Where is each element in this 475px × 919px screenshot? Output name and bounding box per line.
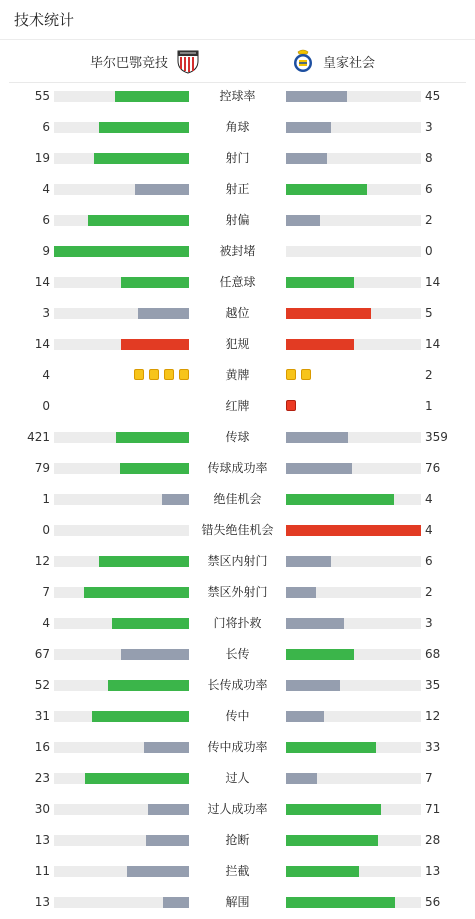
home-stat-value: 30	[34, 802, 50, 816]
stat-row	[0, 174, 475, 205]
stat-label: 控球率	[219, 89, 256, 103]
away-bar-fill	[286, 339, 354, 350]
stat-row	[0, 205, 475, 236]
stat-row	[0, 484, 475, 515]
away-bar-track	[286, 91, 421, 102]
stat-label: 传球	[225, 430, 250, 444]
real-sociedad-crest-icon	[291, 48, 315, 74]
away-bar-fill	[286, 680, 340, 691]
stat-label: 射偏	[225, 213, 250, 227]
away-stat-value: 4	[425, 492, 433, 506]
home-bar-fill	[112, 618, 189, 629]
away-stat-value: 14	[425, 275, 441, 289]
away-stat-value: 45	[425, 89, 441, 103]
stat-row	[0, 670, 475, 701]
away-cards	[286, 369, 314, 382]
stat-row	[0, 298, 475, 329]
home-stat-value: 16	[34, 740, 50, 754]
stat-label: 黄牌	[225, 368, 250, 382]
away-stat-value: 4	[425, 523, 433, 537]
yellow-card-icon	[179, 369, 189, 380]
home-stat-value: 6	[42, 213, 50, 227]
home-bar-fill	[108, 680, 189, 691]
away-stat-value: 6	[425, 182, 433, 196]
home-bar-track	[54, 587, 189, 598]
away-stat-value: 76	[425, 461, 441, 475]
home-stat-value: 11	[34, 864, 50, 878]
home-cards	[132, 369, 190, 382]
away-bar-fill	[286, 184, 367, 195]
home-bar-track	[54, 773, 189, 784]
away-bar-track	[286, 897, 421, 908]
stat-row	[0, 763, 475, 794]
away-cards	[286, 400, 299, 413]
away-team[interactable]	[291, 40, 375, 82]
home-stat-value: 55	[34, 89, 50, 103]
away-stat-value: 13	[425, 864, 441, 878]
home-bar-track	[54, 463, 189, 474]
away-bar-track	[286, 680, 421, 691]
stat-row	[0, 360, 475, 391]
away-bar-fill	[286, 432, 348, 443]
stat-row	[0, 732, 475, 763]
home-bar-track	[54, 618, 189, 629]
home-stat-value: 23	[34, 771, 50, 785]
home-bar-track	[54, 308, 189, 319]
home-bar-track	[54, 215, 189, 226]
home-bar-fill	[84, 587, 189, 598]
home-stat-value: 4	[42, 616, 50, 630]
stat-row	[0, 81, 475, 112]
away-bar-track	[286, 308, 421, 319]
stat-row	[0, 143, 475, 174]
away-bar-track	[286, 587, 421, 598]
home-stat-value: 4	[42, 368, 50, 382]
stat-label: 错失绝佳机会	[201, 523, 274, 537]
home-stat-value: 0	[42, 399, 50, 413]
stat-label: 红牌	[225, 399, 250, 413]
yellow-card-icon	[286, 369, 296, 380]
home-bar-track	[54, 897, 189, 908]
away-bar-track	[286, 184, 421, 195]
stat-row	[0, 422, 475, 453]
home-bar-fill	[162, 494, 189, 505]
stat-label: 抢断	[225, 833, 250, 847]
home-bar-fill	[116, 432, 189, 443]
stat-row	[0, 112, 475, 143]
home-bar-fill	[144, 742, 189, 753]
stat-label: 越位	[225, 306, 250, 320]
home-stat-value: 31	[34, 709, 50, 723]
home-stat-value: 6	[42, 120, 50, 134]
away-stat-value: 68	[425, 647, 441, 661]
away-bar-track	[286, 525, 421, 536]
home-bar-track	[54, 742, 189, 753]
stat-label: 传中	[225, 709, 250, 723]
away-bar-fill	[286, 711, 324, 722]
away-stat-value: 1	[425, 399, 433, 413]
stat-label: 传球成功率	[207, 461, 268, 475]
away-bar-fill	[286, 308, 371, 319]
home-bar-fill	[99, 556, 189, 567]
away-bar-track	[286, 804, 421, 815]
stat-row	[0, 515, 475, 546]
away-bar-fill	[286, 215, 320, 226]
away-bar-track	[286, 649, 421, 660]
home-bar-track	[54, 277, 189, 288]
away-bar-fill	[286, 277, 354, 288]
home-bar-fill	[148, 804, 189, 815]
yellow-card-icon	[134, 369, 144, 380]
home-bar-track	[54, 556, 189, 567]
red-card-icon	[286, 400, 296, 411]
away-stat-value: 12	[425, 709, 441, 723]
away-bar-fill	[286, 91, 347, 102]
away-bar-fill	[286, 649, 354, 660]
home-bar-fill	[163, 897, 189, 908]
home-bar-track	[54, 246, 189, 257]
home-bar-track	[54, 184, 189, 195]
home-bar-fill	[85, 773, 189, 784]
stat-label: 传中成功率	[207, 740, 268, 754]
away-stat-value: 35	[425, 678, 441, 692]
yellow-card-icon	[149, 369, 159, 380]
away-bar-fill	[286, 618, 344, 629]
stat-row	[0, 825, 475, 856]
stat-row	[0, 639, 475, 670]
away-bar-track	[286, 835, 421, 846]
home-stat-value: 0	[42, 523, 50, 537]
stat-label: 角球	[225, 120, 250, 134]
stat-row	[0, 887, 475, 918]
away-bar-fill	[286, 122, 331, 133]
away-stat-value: 8	[425, 151, 433, 165]
stat-row	[0, 794, 475, 825]
home-bar-track	[54, 711, 189, 722]
home-stat-value: 3	[42, 306, 50, 320]
away-stat-value: 56	[425, 895, 441, 909]
home-stat-value: 19	[34, 151, 50, 165]
stat-row	[0, 577, 475, 608]
away-stat-value: 14	[425, 337, 441, 351]
stat-label: 长传成功率	[207, 678, 268, 692]
home-bar-track	[54, 835, 189, 846]
stat-label: 拦截	[225, 864, 250, 878]
home-bar-track	[54, 153, 189, 164]
stat-row	[0, 701, 475, 732]
away-stat-value: 33	[425, 740, 441, 754]
away-bar-track	[286, 773, 421, 784]
home-stat-value: 421	[27, 430, 50, 444]
home-bar-fill	[121, 339, 189, 350]
home-stat-value: 52	[34, 678, 50, 692]
athletic-bilbao-crest-icon	[176, 48, 200, 74]
away-bar-fill	[286, 866, 359, 877]
home-bar-fill	[120, 463, 189, 474]
away-stat-value: 71	[425, 802, 441, 816]
stat-label: 射正	[225, 182, 250, 196]
away-bar-fill	[286, 742, 376, 753]
away-bar-fill	[286, 587, 316, 598]
home-stat-value: 13	[34, 895, 50, 909]
away-bar-track	[286, 122, 421, 133]
stat-row	[0, 453, 475, 484]
stat-row	[0, 236, 475, 267]
stat-label: 长传	[225, 647, 250, 661]
stat-row	[0, 391, 475, 422]
stat-label: 犯规	[225, 337, 250, 351]
stat-row	[0, 267, 475, 298]
home-team[interactable]	[90, 40, 200, 82]
home-bar-fill	[54, 246, 189, 257]
away-bar-track	[286, 618, 421, 629]
home-bar-fill	[94, 153, 189, 164]
page-title: 技术统计	[0, 0, 475, 40]
away-stat-value: 28	[425, 833, 441, 847]
stat-label: 被封堵	[219, 244, 256, 258]
away-stat-value: 2	[425, 368, 433, 382]
stat-label: 绝佳机会	[213, 492, 262, 506]
stat-row	[0, 856, 475, 887]
yellow-card-icon	[164, 369, 174, 380]
away-bar-fill	[286, 556, 331, 567]
home-bar-track	[54, 866, 189, 877]
home-bar-track	[54, 91, 189, 102]
away-bar-fill	[286, 463, 352, 474]
stat-label: 任意球	[219, 275, 256, 289]
away-bar-track	[286, 153, 421, 164]
home-bar-track	[54, 122, 189, 133]
away-bar-track	[286, 494, 421, 505]
home-bar-fill	[121, 277, 189, 288]
away-bar-track	[286, 742, 421, 753]
home-stat-value: 14	[34, 337, 50, 351]
away-bar-track	[286, 556, 421, 567]
away-stat-value: 3	[425, 616, 433, 630]
away-stat-value: 3	[425, 120, 433, 134]
home-bar-fill	[127, 866, 189, 877]
stat-label: 禁区内射门	[207, 554, 268, 568]
home-bar-fill	[121, 649, 189, 660]
home-bar-track	[54, 432, 189, 443]
team-header	[9, 40, 466, 83]
stat-row	[0, 329, 475, 360]
home-stat-value: 67	[34, 647, 50, 661]
stat-label: 门将扑救	[213, 616, 262, 630]
away-bar-fill	[286, 835, 378, 846]
home-bar-fill	[115, 91, 189, 102]
home-stat-value: 13	[34, 833, 50, 847]
home-bar-fill	[135, 184, 189, 195]
home-bar-fill	[146, 835, 189, 846]
stat-label: 过人	[225, 771, 250, 785]
stat-label: 射门	[225, 151, 250, 165]
home-stat-value: 12	[34, 554, 50, 568]
home-stat-value: 7	[42, 585, 50, 599]
home-bar-track	[54, 680, 189, 691]
home-team-name: 毕尔巴鄂竞技	[90, 55, 169, 71]
home-bar-fill	[92, 711, 189, 722]
away-bar-fill	[286, 773, 317, 784]
stats-list	[0, 81, 475, 918]
stat-label: 解围	[225, 895, 250, 909]
away-bar-fill	[286, 494, 394, 505]
away-stat-value: 2	[425, 213, 433, 227]
away-bar-track	[286, 215, 421, 226]
home-bar-track	[54, 525, 189, 536]
away-bar-track	[286, 711, 421, 722]
away-stat-value: 359	[425, 430, 448, 444]
home-bar-fill	[138, 308, 189, 319]
home-stat-value: 9	[42, 244, 50, 258]
away-bar-track	[286, 277, 421, 288]
yellow-card-icon	[301, 369, 311, 380]
away-bar-track	[286, 463, 421, 474]
away-stat-value: 0	[425, 244, 433, 258]
away-stat-value: 2	[425, 585, 433, 599]
away-bar-fill	[286, 897, 395, 908]
home-bar-fill	[99, 122, 189, 133]
home-bar-track	[54, 339, 189, 350]
away-stat-value: 6	[425, 554, 433, 568]
home-stat-value: 1	[42, 492, 50, 506]
away-bar-track	[286, 339, 421, 350]
stat-label: 禁区外射门	[207, 585, 268, 599]
away-bar-fill	[286, 153, 327, 164]
away-bar-fill	[286, 525, 421, 536]
stat-row	[0, 546, 475, 577]
home-stat-value: 4	[42, 182, 50, 196]
stat-label: 过人成功率	[207, 802, 268, 816]
away-bar-track	[286, 432, 421, 443]
away-bar-track	[286, 866, 421, 877]
away-stat-value: 7	[425, 771, 433, 785]
home-stat-value: 79	[34, 461, 50, 475]
home-stat-value: 14	[34, 275, 50, 289]
home-bar-track	[54, 494, 189, 505]
home-bar-fill	[88, 215, 189, 226]
home-bar-track	[54, 649, 189, 660]
away-bar-fill	[286, 804, 381, 815]
home-bar-track	[54, 804, 189, 815]
away-team-name: 皇家社会	[323, 55, 376, 71]
away-bar-track	[286, 246, 421, 257]
away-stat-value: 5	[425, 306, 433, 320]
stat-row	[0, 608, 475, 639]
